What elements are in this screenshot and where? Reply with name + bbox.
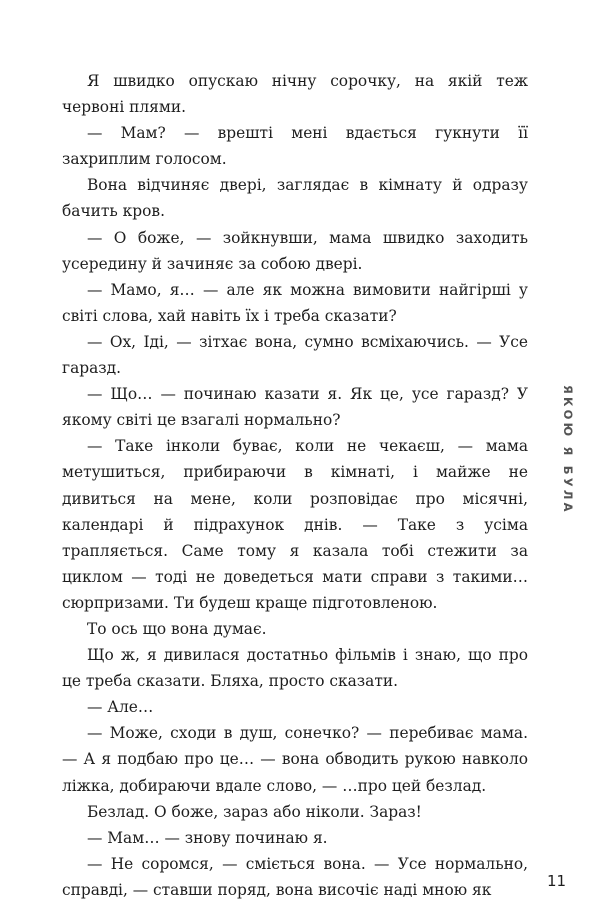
paragraph: Що ж, я дивилася достатньо фільмів і знаю, що про це треба сказати. Бляха, просто сказати. [62,646,528,691]
paragraph: — Що… — починаю казати я. Як це, усе гаразд? У якому світі це взагалі нормально? [62,385,528,430]
paragraph: То ось що вона думає. [87,619,267,638]
paragraph: — Таке інколи буває, коли не чекаєш, — мама метушиться, прибираючи в кімнаті, і майже не дивиться на мене, коли розповідає про місячні, календарі й підрахунок днів. — Таке з усіма трапляється. Саме тому я казала тобі стежити за циклом — тоді не доведеться мати справи з такими… сюрпризами. Ти будеш краще підготовленою. [62,437,528,612]
running-title: ЯКОЮ Я БУЛА [561,385,575,515]
paragraph: — Не соромся, — сміється вона. — Усе нормально, справді, — ставши поряд, вона височіє наді мною як [62,854,528,899]
paragraph: — Ох, Іді, — зітхає вона, сумно всміхаючись. — Усе гаразд. [62,332,528,378]
page-number: 11 [547,872,567,890]
paragraph: — Але… [87,698,154,717]
paragraph: Безлад. О боже, зараз або ніколи. Зараз! [87,802,422,821]
paragraph: — Може, сходи в душ, сонечко? — перебиває мама. — А я подбаю про це… — вона обводить рукою навколо ліжка, добираючи вдале слово, — …про цей безлад. [62,724,528,795]
paragraph: — Мам… — знову починаю я. [87,828,328,847]
paragraph: — О боже, — зойкнувши, мама швидко заходить усередину й зачиняє за собою двері. [62,228,528,273]
paragraph: — Мам? — врешті мені вдається гукнути її захриплим голосом. [62,124,528,169]
page-body [62,68,528,903]
paragraph: — Мамо, я… — але як можна вимовити найгірші у світі слова, хай навіть їх і треба сказати? [62,280,528,325]
paragraph: Я швидко опускаю нічну сорочку, на якій теж червоні плями. [62,72,528,117]
paragraph: Вона відчиняє двері, заглядає в кімнату й одразу бачить кров. [62,176,528,221]
